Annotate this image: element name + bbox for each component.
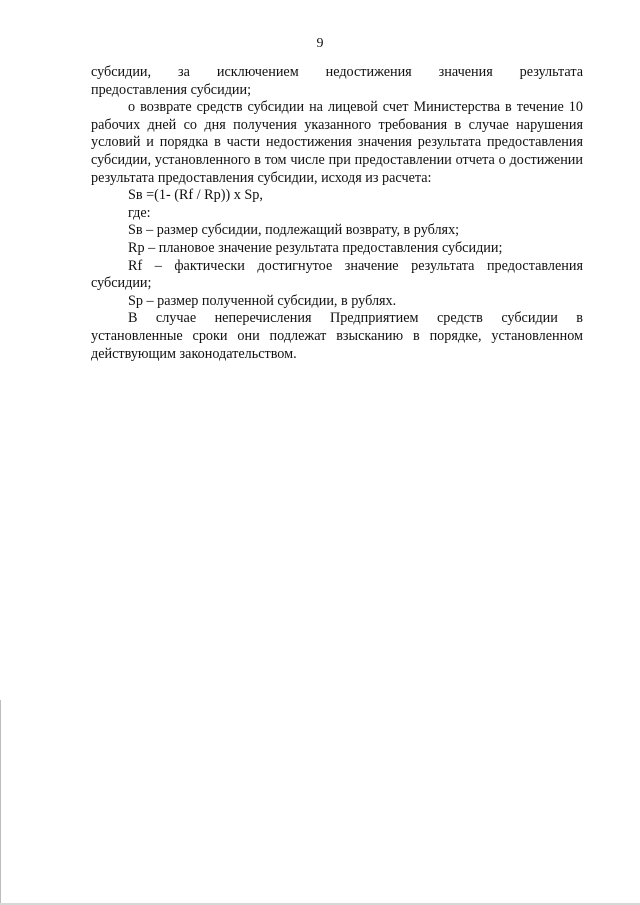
definition-sv: Sв – размер субсидии, подлежащий возврату, в рублях; <box>128 222 460 239</box>
page-number: 9 <box>316 36 324 51</box>
document-body <box>91 64 583 363</box>
formula-where-label: где: <box>128 204 151 221</box>
scan-left-edge <box>0 700 1 905</box>
paragraph-continuation-line2: предоставления субсидии; <box>91 81 252 98</box>
definition-rp: Rp – плановое значение результата предоставления субсидии; <box>128 239 503 256</box>
paragraph-refund-requirement: о возврате средств субсидии на лицевой счет Министерства в течение 10 рабочих дней со дня получения указанного требования в случае нарушения условий и порядка в части недостижения значения результата предоставления субсидии, установленного в том числе при предоставлении отчета о достижении результата предоставления субсидии, исходя из расчета: <box>91 99 583 186</box>
definition-rf: Rf – фактически достигнутое значение результата предоставления субсидии; <box>91 257 583 292</box>
refund-formula: Sв =(1- (Rf / Rp)) х Sp, <box>128 187 263 204</box>
definition-sp: Sp – размер полученной субсидии, в рублях. <box>128 292 397 309</box>
paragraph-continuation-line1: субсидии, за исключением недостижения значения результата <box>91 64 583 80</box>
paragraph-recovery: В случае неперечисления Предприятием средств субсидии в установленные сроки они подлежат взысканию в порядке, установленном действующим законодательством. <box>91 310 583 362</box>
